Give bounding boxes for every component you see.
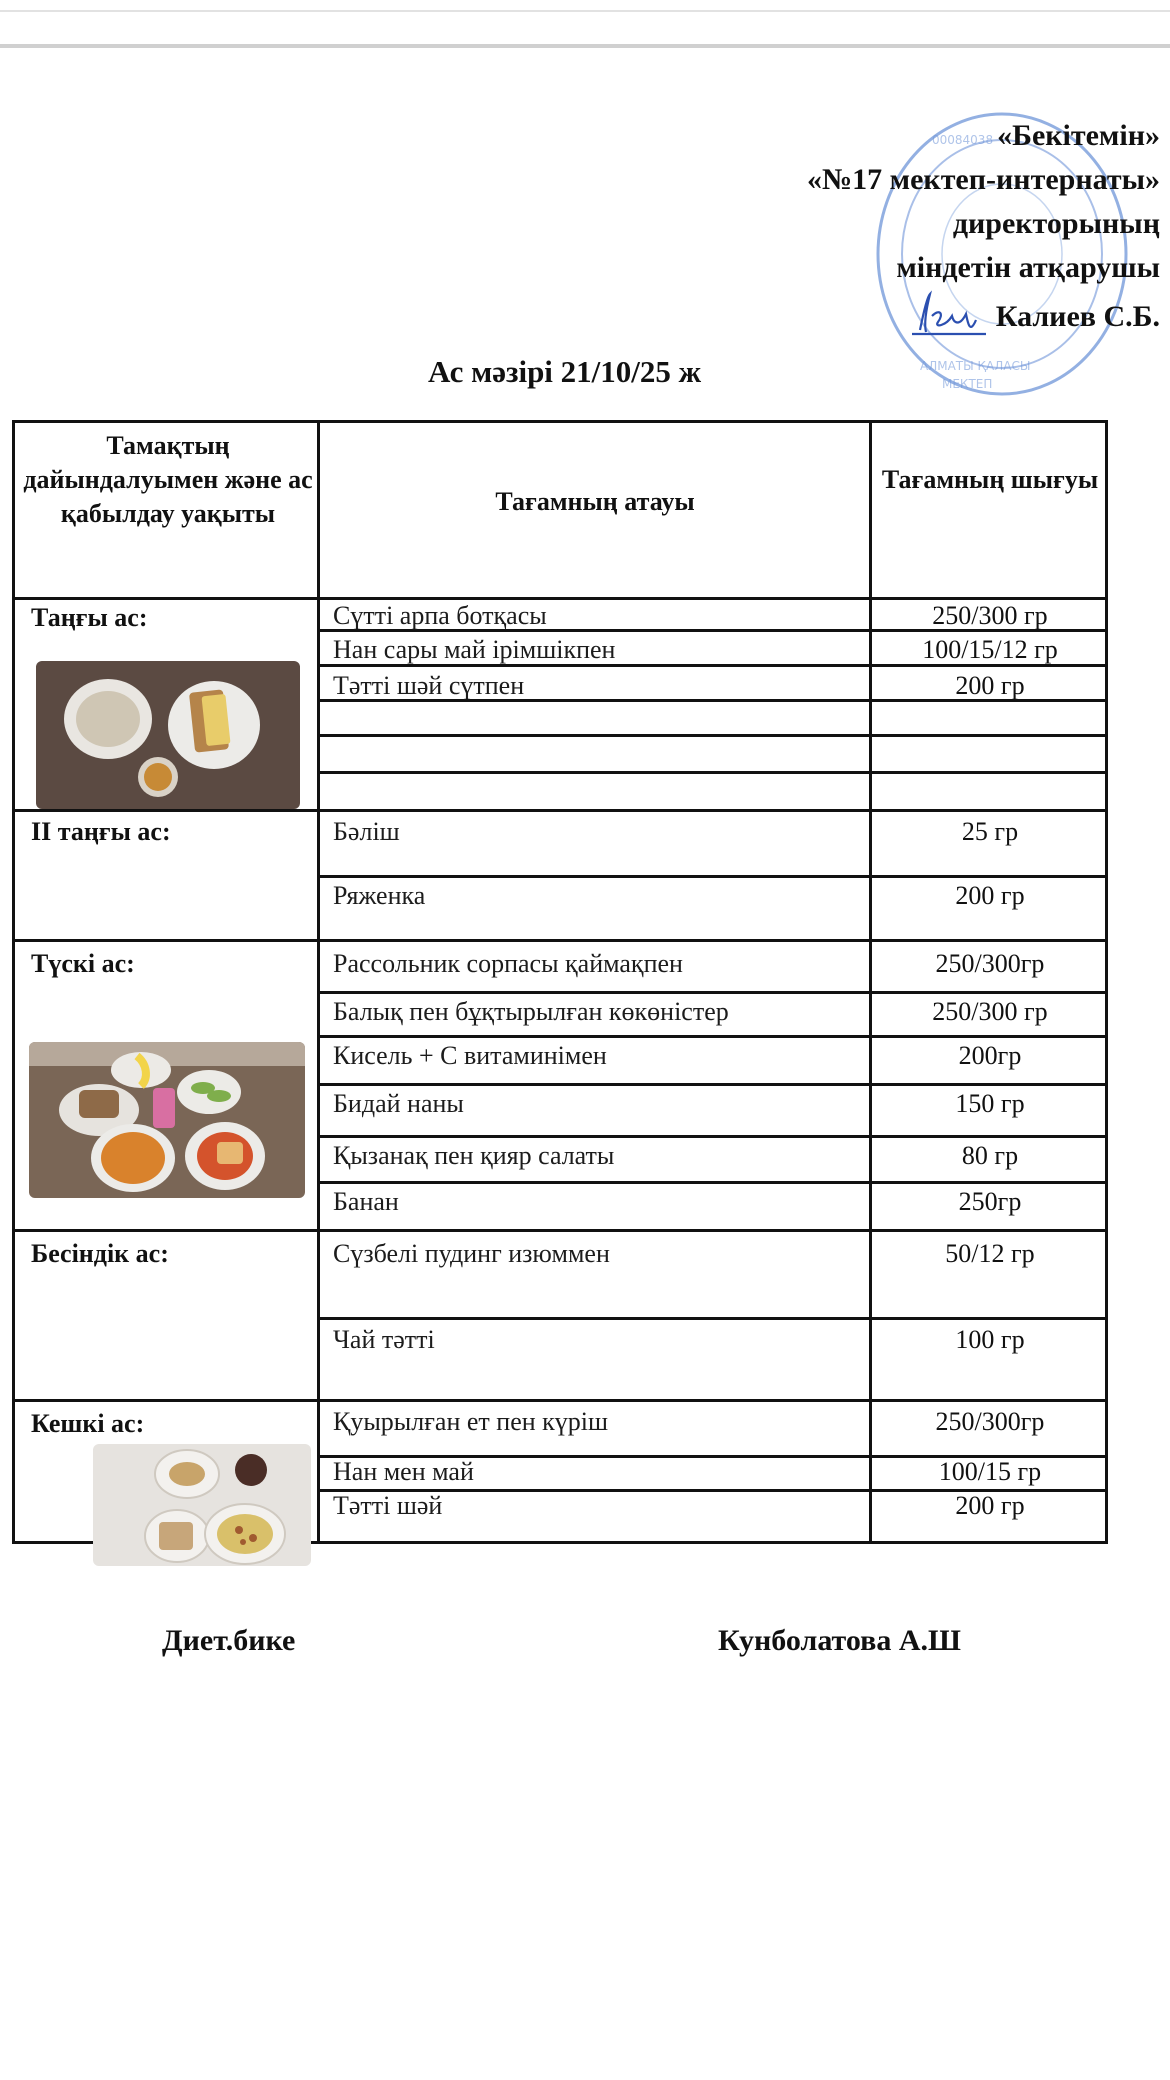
row-divider [15, 939, 1105, 942]
row-divider [15, 597, 1105, 600]
dish-yield: 80 гр [961, 1141, 1019, 1170]
approval-line-name-row [640, 290, 1160, 339]
dish-name: Банан [333, 1187, 399, 1216]
dish-name: Тәтті шәй [333, 1491, 443, 1520]
header-time: Тамақтың дайындалуымен және ас қабылдау уақыты [23, 431, 313, 528]
dish-yield: 100/15/12 гр [922, 635, 1058, 664]
dish-name: Тәтті шәй сүтпен [333, 671, 525, 700]
dish-name: Қызанақ пен қияр салаты [333, 1141, 615, 1170]
svg-text:АЛМАТЫ ҚАЛАСЫ: АЛМАТЫ ҚАЛАСЫ [920, 359, 1031, 373]
approval-director-name: Калиев С.Б. [995, 300, 1160, 333]
approval-line-acting: міндетін атқарушы [896, 251, 1160, 284]
dish-name: Нан сары май ірімшікпен [333, 635, 616, 664]
dish-yield: 250/300 гр [932, 997, 1048, 1026]
row-divider [15, 809, 1105, 812]
approval-line-approve: «Бекітемін» [997, 119, 1160, 152]
row-divider [317, 1035, 1105, 1038]
meal-label-second-breakfast: ІІ таңғы ас: [31, 817, 171, 846]
approval-block [640, 114, 1160, 339]
handwritten-signature [910, 290, 990, 338]
menu-table [12, 420, 1108, 1544]
row-divider [317, 875, 1105, 878]
dish-yield: 100 гр [955, 1325, 1025, 1354]
dish-yield: 250/300 гр [932, 601, 1048, 630]
header-dish-name: Тағамның атауы [495, 487, 695, 516]
table-column-divider [317, 423, 320, 1541]
approval-line-school: «№17 мектеп-интернаты» [807, 163, 1160, 196]
footer-role: Диет.бике [162, 1624, 296, 1657]
dish-yield: 200 гр [955, 671, 1025, 700]
breakfast-photo [36, 661, 300, 809]
dish-name: Балық пен бұқтырылған көкөністер [333, 997, 729, 1026]
top-divider-thick [0, 44, 1170, 48]
dish-yield: 200 гр [955, 881, 1025, 910]
menu-title: Ас мәзірі 21/10/25 ж [428, 354, 702, 389]
dish-yield: 200гр [958, 1041, 1022, 1070]
meal-label-dinner: Кешкі ас: [31, 1409, 145, 1438]
svg-text:00084038: 00084038 [932, 133, 994, 147]
header-yield: Тағамның шығуы [881, 465, 1099, 494]
dish-name: Кисель + С витаминімен [333, 1041, 607, 1070]
dish-yield: 25 гр [961, 817, 1019, 846]
dish-yield: 100/15 гр [938, 1457, 1042, 1486]
svg-text:МЕКТЕП: МЕКТЕП [942, 377, 993, 391]
row-divider [317, 1083, 1105, 1086]
approval-line-director: директорының [952, 207, 1160, 240]
dish-name: Қуырылған ет пен күріш [333, 1407, 609, 1436]
dish-yield: 150 гр [955, 1089, 1025, 1118]
meal-label-breakfast: Таңғы ас: [31, 603, 148, 632]
dish-name: Ряженка [333, 881, 426, 910]
footer-person: Кунболатова А.Ш [718, 1624, 961, 1657]
meal-label-snack: Бесіндік ас: [31, 1239, 169, 1268]
row-divider [317, 734, 1105, 737]
row-divider [317, 771, 1105, 774]
top-divider [0, 10, 1170, 12]
row-divider [15, 1229, 1105, 1232]
dinner-photo [93, 1444, 311, 1566]
dish-name: Сүтті арпа ботқасы [333, 601, 547, 630]
dish-yield: 250гр [958, 1187, 1022, 1216]
row-divider [317, 991, 1105, 994]
dish-yield: 250/300гр [935, 949, 1045, 978]
row-divider [317, 1181, 1105, 1184]
dish-yield: 250/300гр [935, 1407, 1045, 1436]
meal-label-lunch: Түскі ас: [31, 949, 135, 978]
dish-name: Рассольник сорпасы қаймақпен [333, 949, 683, 978]
row-divider [317, 1317, 1105, 1320]
dish-name: Чай тәтті [333, 1325, 435, 1354]
row-divider [317, 1135, 1105, 1138]
dish-yield: 50/12 гр [945, 1239, 1035, 1268]
lunch-photo [29, 1042, 305, 1198]
dish-name: Нан мен май [333, 1457, 474, 1486]
dish-yield: 200 гр [955, 1491, 1025, 1520]
dish-name: Бидай наны [333, 1089, 464, 1118]
dish-name: Сүзбелі пудинг изюммен [333, 1239, 610, 1268]
table-column-divider [869, 423, 872, 1541]
dish-name: Бәліш [333, 817, 400, 846]
row-divider [15, 1399, 1105, 1402]
